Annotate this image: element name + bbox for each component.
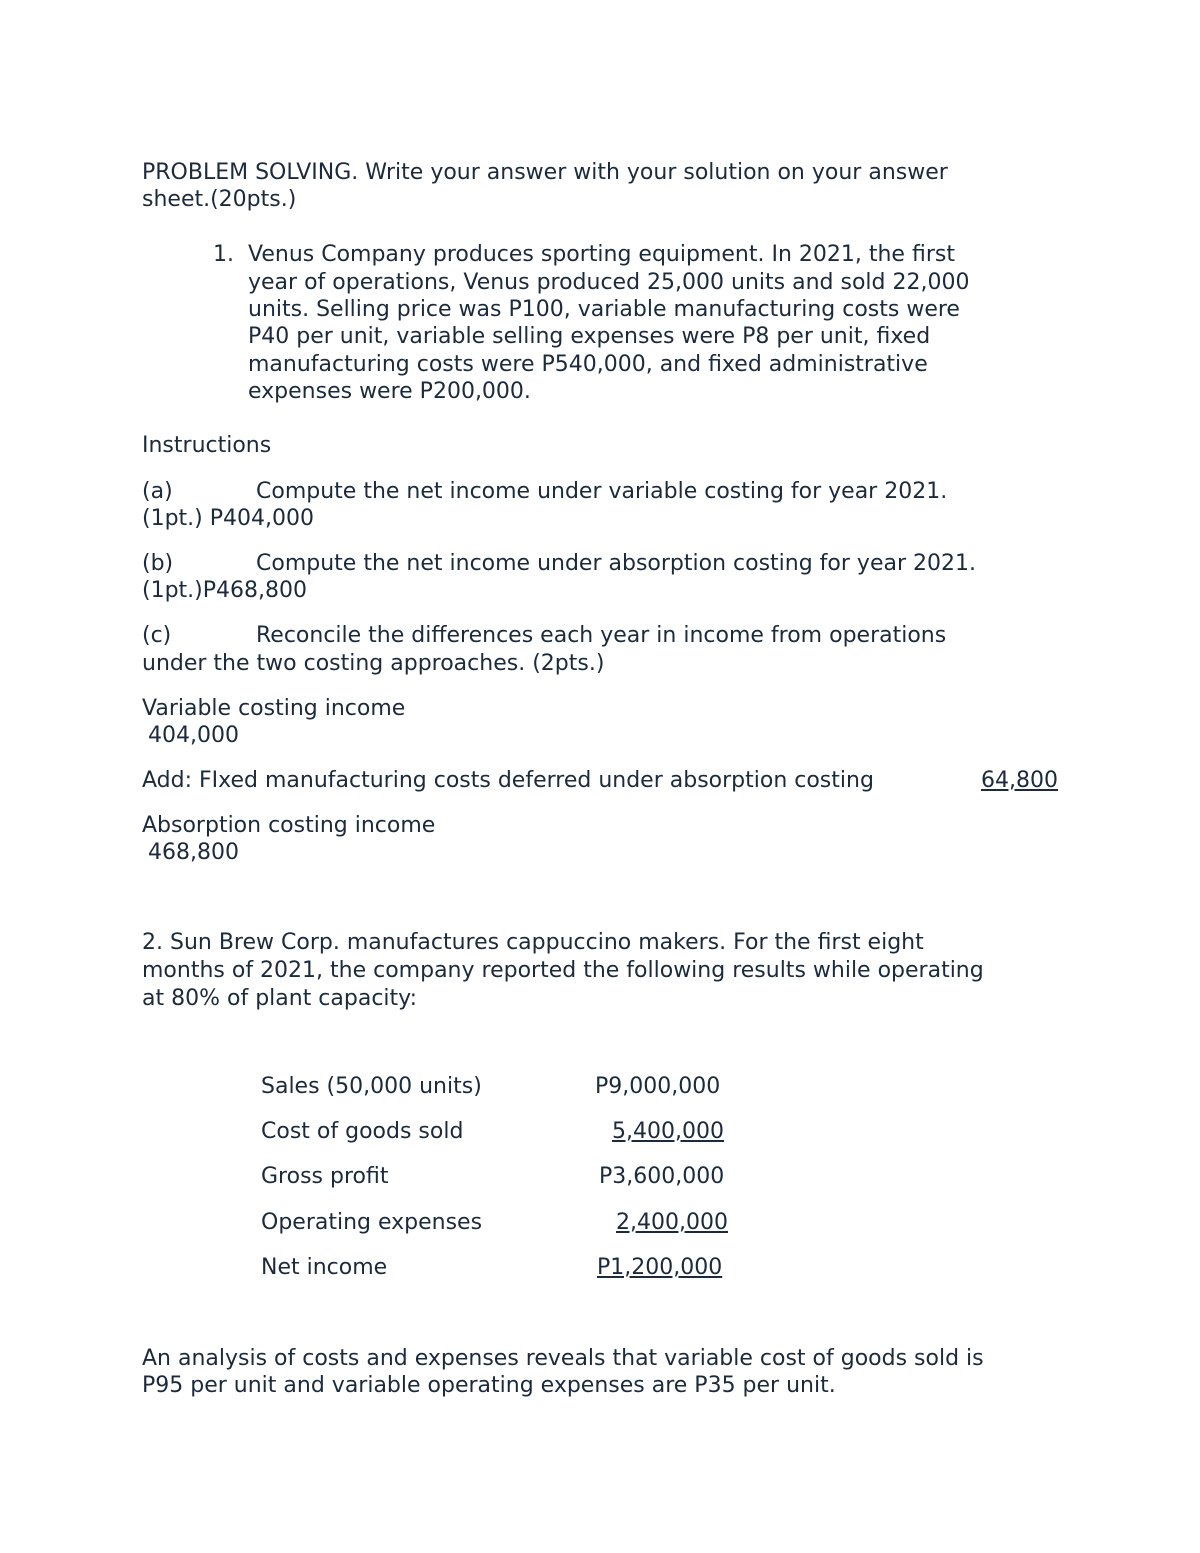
table-row-value: P1,200,000 [597, 1255, 723, 1280]
problem1-line: P40 per unit, variable selling expenses were P8 per unit, fixed [248, 324, 931, 349]
problem1-line: Venus Company produces sporting equipment. In 2021, the first [248, 242, 955, 267]
problem1-line: manufacturing costs were P540,000, and fixed administrative [248, 352, 928, 377]
table-row-value: P3,600,000 [599, 1164, 725, 1189]
instruction-b-label: (b) [142, 551, 174, 576]
table-row-label: Operating expenses [261, 1210, 483, 1235]
instruction-c-text: Reconcile the differences each year in income from operations [256, 623, 947, 648]
analysis-line: P95 per unit and variable operating expenses are P35 per unit. [142, 1373, 836, 1398]
variable-costing-income-value: 404,000 [148, 723, 239, 748]
instruction-a-answer: (1pt.) P404,000 [142, 506, 314, 531]
table-row-label: Sales (50,000 units) [261, 1074, 482, 1099]
fixed-costs-deferred-label: Add: FIxed manufacturing costs deferred under absorption costing [142, 768, 874, 793]
instruction-a-text: Compute the net income under variable costing for year 2021. [256, 479, 948, 504]
analysis-line: An analysis of costs and expenses reveals that variable cost of goods sold is [142, 1346, 984, 1371]
instruction-b-text: Compute the net income under absorption costing for year 2021. [256, 551, 976, 576]
table-row-value: 2,400,000 [616, 1210, 728, 1235]
table-row-value: 5,400,000 [612, 1119, 724, 1144]
instruction-c-label: (c) [142, 623, 172, 648]
problem2-line: at 80% of plant capacity: [142, 986, 417, 1011]
problem2-line: months of 2021, the company reported the following results while operating [142, 958, 984, 983]
problem1-line: year of operations, Venus produced 25,000 units and sold 22,000 [248, 270, 970, 295]
instructions-title: Instructions [142, 433, 272, 458]
problem-solving-heading-line2: sheet.(20pts.) [142, 187, 297, 212]
table-row-label: Net income [261, 1255, 388, 1280]
variable-costing-income-label: Variable costing income [142, 696, 406, 721]
problem1-line: units. Selling price was P100, variable manufacturing costs were [248, 297, 960, 322]
problem2-line: 2. Sun Brew Corp. manufactures cappuccino makers. For the first eight [142, 930, 924, 955]
table-row-value: P9,000,000 [595, 1074, 721, 1099]
absorption-costing-income-label: Absorption costing income [142, 813, 436, 838]
table-row-label: Gross profit [261, 1164, 389, 1189]
table-row-label: Cost of goods sold [261, 1119, 464, 1144]
instruction-b-answer: (1pt.)P468,800 [142, 578, 307, 603]
problem1-line: expenses were P200,000. [248, 379, 531, 404]
absorption-costing-income-value: 468,800 [148, 840, 239, 865]
instruction-a-label: (a) [142, 479, 173, 504]
problem1-number: 1. [213, 242, 234, 267]
problem-solving-heading-line1: PROBLEM SOLVING. Write your answer with your solution on your answer [142, 160, 948, 185]
instruction-c-text2: under the two costing approaches. (2pts.) [142, 651, 605, 676]
fixed-costs-deferred-value: 64,800 [981, 768, 1058, 793]
